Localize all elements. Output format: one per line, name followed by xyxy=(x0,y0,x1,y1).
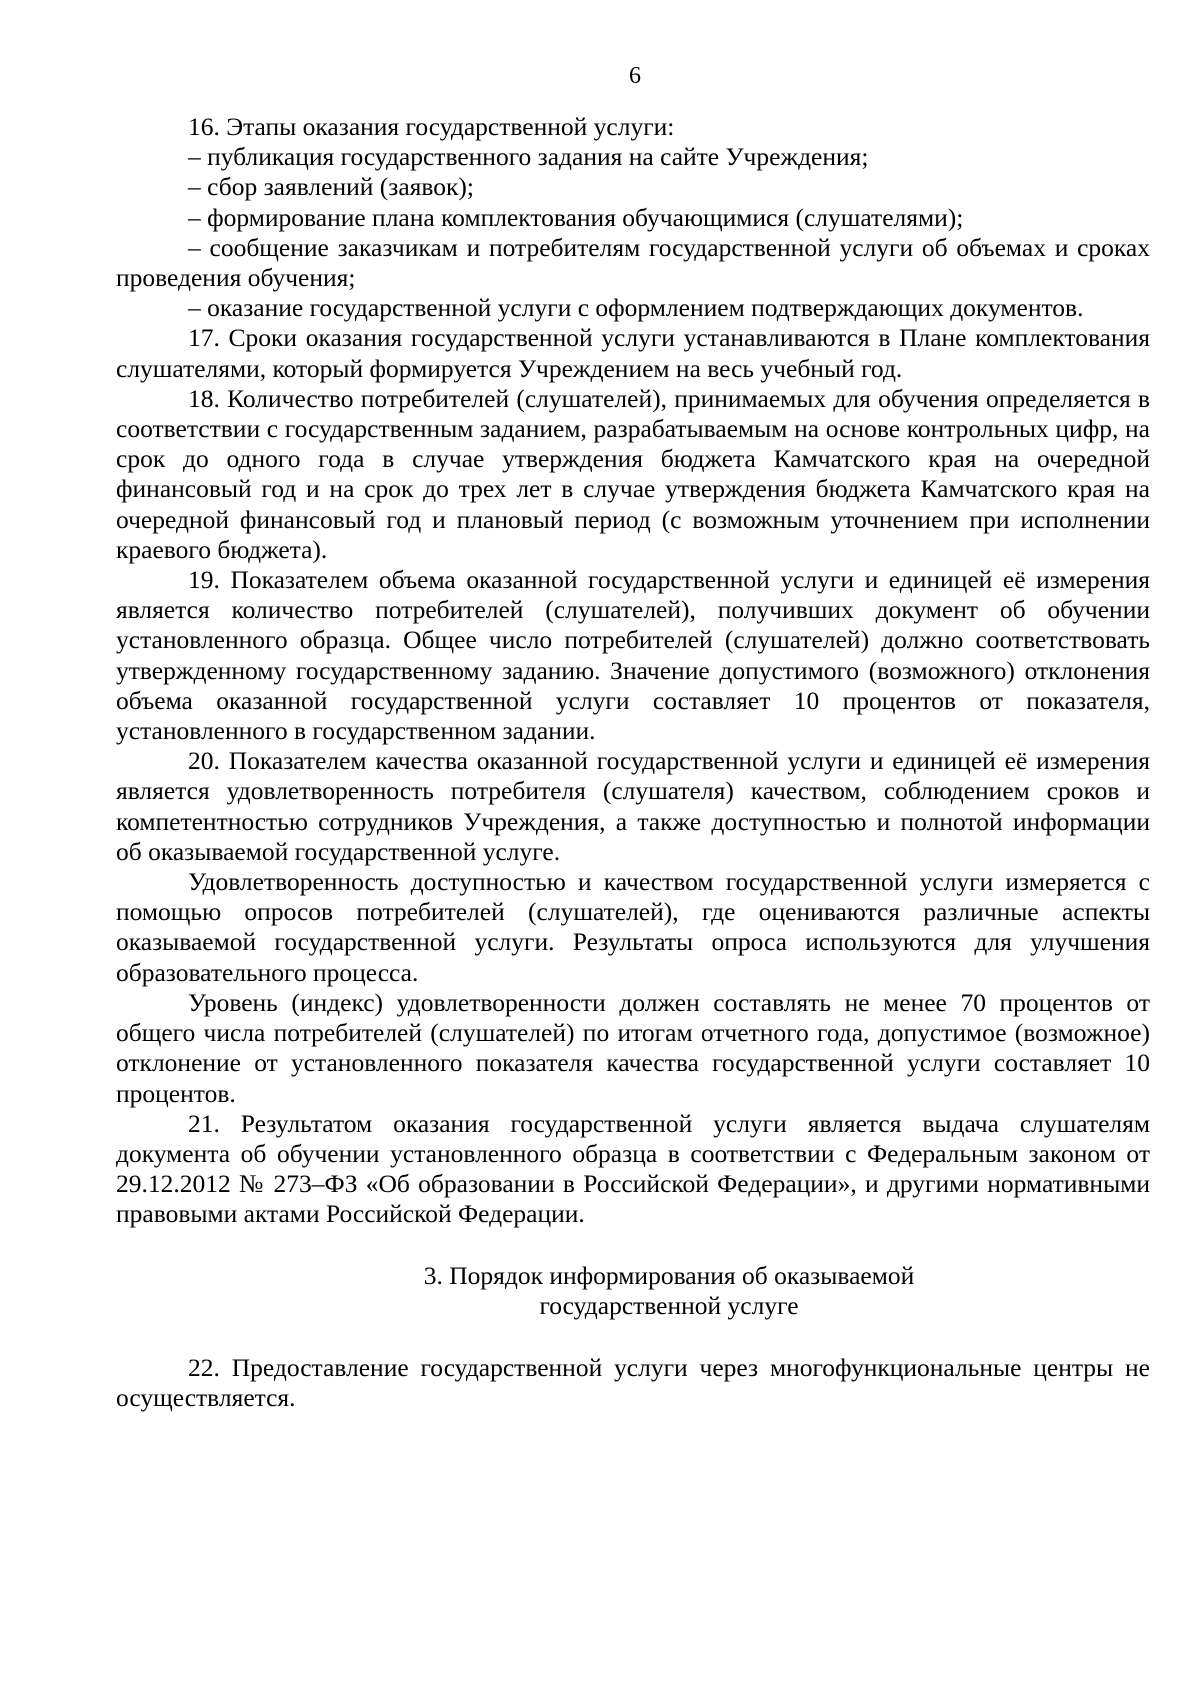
paragraph-18: 18. Количество потребителей (слушателей), принимаемых для обучения определяется в соответствии с государственным заданием, разрабатываемым на основе контрольных цифр, на срок до одного года в случае утверждения бюджета Камчатского края на очередной финансовый год и на срок до трех лет в случае утверждения бюджета Камчатского края на очередной финансовый год и плановый период (с возможным уточнением при исполнении краевого бюджета). xyxy=(116,383,1150,564)
section-heading-line-2: государственной услуге xyxy=(539,1290,799,1320)
paragraph-20: 20. Показателем качества оказанной государственной услуги и единицей её измерения является удовлетворенность потребителя (слушателя) качеством, соблюдением сроков и компетентностью сотрудников Учреждения, а также доступностью и полнотой информации об оказываемой государственной услуге. xyxy=(116,746,1150,866)
paragraph-16-heading: 16. Этапы оказания государственной услуги: xyxy=(188,112,675,141)
paragraph-22: 22. Предоставление государственной услуги через многофункциональные центры не осуществляется. xyxy=(116,1352,1150,1413)
paragraph-satisfaction-survey: Удовлетворенность доступностью и качеством государственной услуги измеряется с помощью опросов потребителей (слушателей), где оцениваются различные аспекты оказываемой государственной услуги. Результаты опроса используются для улучшения образовательного процесса. xyxy=(116,867,1150,987)
section-heading-line-1: 3. Порядок информирования об оказываемой xyxy=(423,1260,915,1290)
list-item-publication: – публикация государственного задания на сайте Учреждения; xyxy=(188,142,869,172)
document-body xyxy=(116,112,1150,1413)
page-number: 6 xyxy=(629,63,641,89)
paragraph-17: 17. Сроки оказания государственной услуги устанавливаются в Плане комплектования слушателями, который формируется Учреждением на весь учебный год. xyxy=(116,323,1150,383)
section-heading xyxy=(116,1230,1150,1353)
paragraph-21: 21. Результатом оказания государственной услуги является выдача слушателям документа об обучении установленного образца в соответствии с Федеральным законом от 29.12.2012 № 273–ФЗ «Об образовании в Российской Федерации», и другими нормативными правовыми актами Российской Федерации. xyxy=(116,1108,1150,1229)
paragraph-19: 19. Показателем объема оказанной государственной услуги и единицей её измерения является количество потребителей (слушателей), получивших документ об обучении установленного образца. Общее число потребителей (слушателей) должно соответствовать утвержденному государственному заданию. Значение допустимого (возможного) отклонения объема оказанной государственной услуги составляет 10 процентов от показателя, установленного в государственном задании. xyxy=(116,565,1150,746)
list-item-service-delivery: – оказание государственной услуги с оформлением подтверждающих документов. xyxy=(188,293,1084,323)
list-item-plan: – формирование плана комплектования обучающимися (слушателями); xyxy=(188,202,964,232)
list-item-notification: – сообщение заказчикам и потребителям государственной услуги об объемах и сроках проведения обучения; xyxy=(116,232,1150,293)
paragraph-satisfaction-level: Уровень (индекс) удовлетворенности должен составлять не менее 70 процентов от общего числа потребителей (слушателей) по итогам отчетного года, допустимое (возможное) отклонение от установленного показателя качества государственной услуги составляет 10 процентов. xyxy=(116,987,1150,1108)
list-item-applications: – сбор заявлений (заявок); xyxy=(188,172,474,202)
